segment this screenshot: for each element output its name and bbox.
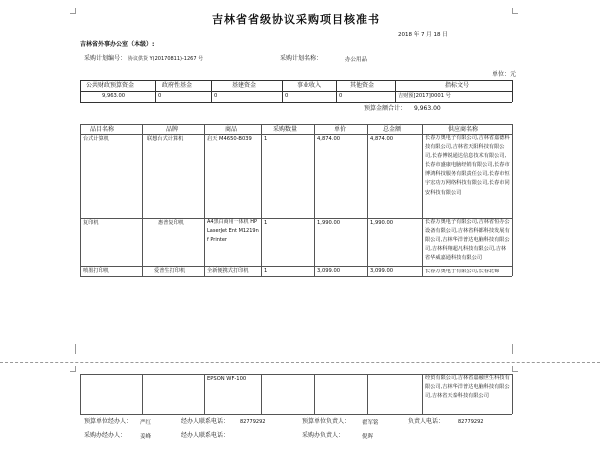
- item-unit-price: 4,874.00: [317, 136, 341, 142]
- plan-no-value: 协议供货 Y(20170811)-1267 号: [128, 56, 204, 62]
- item-total: 4,874.00: [370, 136, 394, 142]
- corner-mark: [512, 366, 518, 372]
- item-brand: 爱普生打印机: [154, 268, 186, 274]
- budget-value-cell: 0: [339, 93, 343, 99]
- footer-procurement-handler-value: 姜峰: [140, 434, 152, 440]
- items-header-cell: 品牌: [166, 126, 179, 133]
- footer-budget-handler-value: 严红: [140, 420, 152, 426]
- item-qty: 1: [264, 136, 268, 142]
- item-unit-price: 1,990.00: [317, 220, 341, 226]
- item-total: 1,990.00: [370, 220, 394, 226]
- department-name: 吉林省外事办公室（本级）:: [80, 41, 155, 48]
- items-header-cell: 采购数量: [273, 126, 298, 133]
- budget-value-cell: 吉财预[2017]0001 号: [398, 93, 451, 99]
- footer-budget-head-value: 翟军铭: [362, 420, 379, 426]
- budget-header-cell: 公共财政预算资金: [86, 82, 135, 89]
- item-suppliers: 长春万奥电子有限公司,长春北锦: [425, 269, 500, 274]
- item-qty: 1: [264, 268, 268, 274]
- item-product: 全新便携式打印机: [207, 268, 249, 274]
- item-product: A4黑白商用一体机 HP LaserJet Ent M1219nf Printer: [207, 219, 259, 244]
- page-break-line: [0, 362, 600, 363]
- budget-value-cell: 9,963.00: [102, 93, 126, 99]
- budget-header-cell: 基建资金: [232, 82, 257, 89]
- items-header-cell: 供应商名称: [448, 126, 479, 133]
- items-header-cell: 商品: [225, 126, 238, 133]
- items-header-cell: 总金额: [383, 126, 402, 133]
- items-header-cell: 品目名称: [90, 126, 115, 133]
- item-category: 喷墨打印机: [83, 268, 109, 274]
- item-suppliers: 长春万奥电子有限公司,吉林省恒办公设备有限公司,吉林省科都科技发展有限公司,吉林华洋普达电脑科技有限公司,吉林科翔超凡科技有限公司,吉林省华威嘉通科技有限公司: [425, 219, 510, 262]
- budget-value-cell: 0: [285, 93, 289, 99]
- budget-total-label: 预算金额合计：: [364, 105, 407, 112]
- budget-value-cell: 0: [158, 93, 162, 99]
- corner-mark: [512, 344, 518, 354]
- footer-head-phone-label: 负责人电话：: [408, 418, 445, 425]
- budget-header-cell: 政府性基金: [162, 82, 193, 89]
- footer-handler-phone-value: 82779292: [240, 419, 266, 425]
- plan-name-label: 采购计划名称：: [280, 55, 323, 62]
- footer-budget-head-label: 预算单位负责人：: [302, 418, 351, 425]
- footer-procurement-phone-label: 经办人联系电话：: [181, 432, 230, 439]
- budget-header-cell: 其他资金: [350, 82, 375, 89]
- footer-budget-handler-label: 预算单位经办人：: [84, 418, 133, 425]
- item-suppliers: 长春万奥电子有限公司,吉林省嘉德科技有限公司,吉林省天阳科技有限公司,长春博锐通达信息技术有限公司,长春市盛康电脑经销有限公司,长春市博鸿科技服务有限责任公司,长春市恒宇宏功万网络科技有限公司,长春市同安科技有限公司: [425, 135, 510, 196]
- unit-label: 单位：元: [492, 71, 517, 78]
- item-brand: 惠普复印机: [158, 220, 184, 226]
- item-total: 3,099.00: [370, 268, 394, 274]
- footer-handler-phone-label: 经办人联系电话：: [181, 418, 230, 425]
- item-product-continued: EPSON WF-100: [207, 376, 247, 382]
- budget-header-cell: 指标文号: [445, 82, 470, 89]
- item-category: 台式计算机: [83, 136, 109, 142]
- budget-total-value: 9,963.00: [414, 105, 441, 112]
- document-title: 吉林省省级协议采购项目核准书: [212, 13, 380, 26]
- corner-mark: [70, 8, 76, 14]
- item-suppliers-continued: 经贸有限公司,吉林省嘉融世生科技有限公司,吉林华洋普达电脑科技有限公司,吉林省天泰科技有限公司: [425, 375, 510, 400]
- item-qty: 1: [264, 220, 268, 226]
- corner-mark: [70, 366, 76, 372]
- plan-name-value: 办公用品: [345, 57, 368, 63]
- item-brand: 联想台式计算机: [147, 136, 184, 142]
- corner-mark: [70, 344, 76, 354]
- item-category: 复印机: [83, 220, 99, 226]
- budget-header-cell: 事业收入: [297, 82, 322, 89]
- items-header-cell: 单价: [334, 126, 347, 133]
- item-unit-price: 3,099.00: [317, 268, 341, 274]
- item-product: 启天 M4650-B039: [207, 136, 252, 142]
- footer-procurement-head-label: 采购办负责人：: [302, 432, 345, 439]
- budget-value-cell: 0: [214, 93, 218, 99]
- footer-head-phone-value: 82779292: [458, 419, 484, 425]
- footer-procurement-head-value: 倪晖: [362, 434, 374, 440]
- document-date: 2018 年 7 月 18 日: [398, 32, 448, 38]
- plan-no-label: 采购计划编号：: [84, 55, 127, 62]
- corner-mark: [512, 8, 518, 14]
- footer-procurement-handler-label: 采购办经办人：: [84, 432, 127, 439]
